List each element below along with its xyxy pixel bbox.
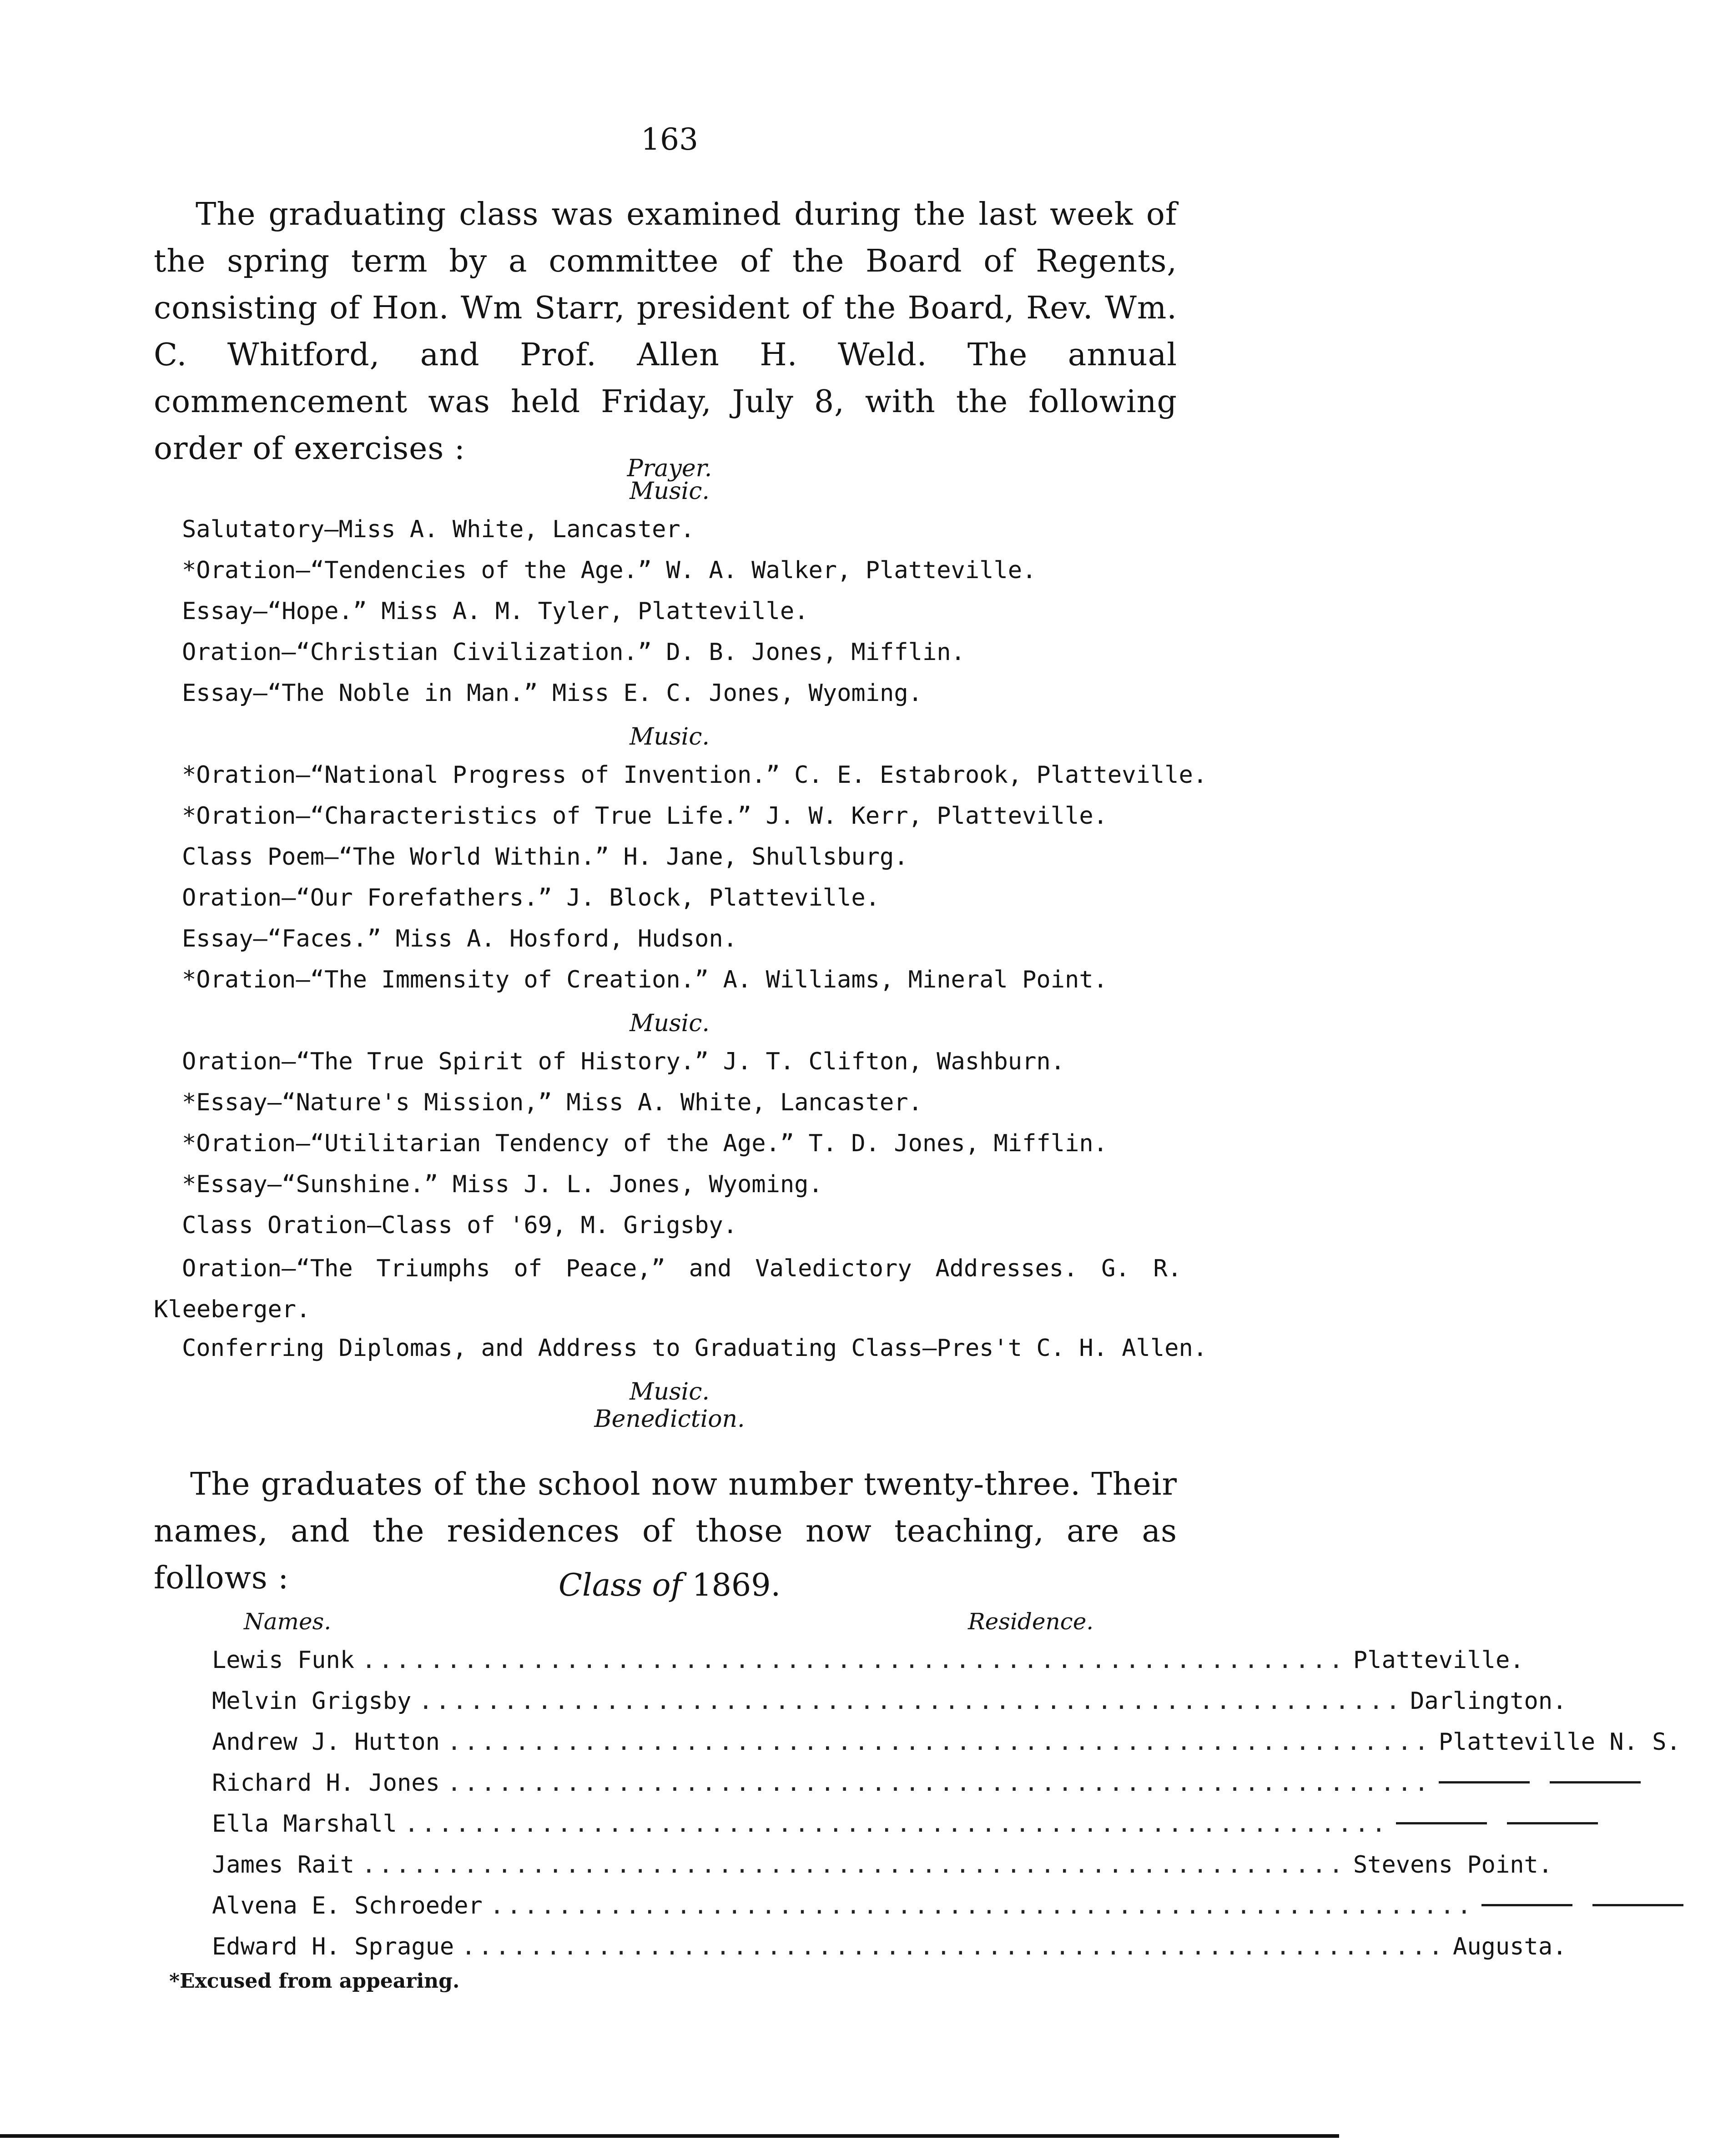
program-item: *Oration—“Utilitarian Tendency of the Age.” T. D. Jones, Mifflin. xyxy=(182,1130,1108,1157)
dot-leader: .......................................................... xyxy=(362,1647,1346,1674)
program-music-interlude: Music. xyxy=(630,723,710,751)
program-item: Essay—“Faces.” Miss A. Hosford, Hudson. xyxy=(182,925,737,952)
program-music-heading: Music. xyxy=(630,478,710,505)
program-item: *Oration—“The Immensity of Creation.” A. Williams, Mineral Point. xyxy=(182,966,1108,993)
program-item: Oration—“Christian Civilization.” D. B. Jones, Mifflin. xyxy=(182,639,965,666)
table-row xyxy=(212,1851,1553,1879)
footnote: *Excused from appearing. xyxy=(169,1970,460,1993)
program-item: Oration—“Our Forefathers.” J. Block, Platteville. xyxy=(182,884,880,912)
class-heading-prefix: Class xyxy=(558,1567,643,1603)
intro-paragraph: The graduating class was examined during the last week of the spring term by a committee of the Board of Regents, consisting of Hon. Wm Starr, president of the Board, Rev. Wm. C. Whitford, and Prof. Allen H. Weld. The annual commencement was held Friday, July 8, with the following order of exercises : xyxy=(154,196,1177,467)
dot-leader: .......................................................... xyxy=(447,1769,1431,1797)
program-item: Salutatory—Miss A. White, Lancaster. xyxy=(182,516,695,543)
program-benediction: Benediction. xyxy=(594,1405,745,1433)
program-item: *Essay—“Sunshine.” Miss J. L. Jones, Wyoming. xyxy=(182,1171,823,1198)
graduates-paragraph: The graduates of the school now number twenty-three. Their names, and the residences of those now teaching, are as follows : xyxy=(154,1466,1177,1596)
graduate-name: Edward H. Sprague xyxy=(212,1933,454,1960)
graduate-residence: Platteville. xyxy=(1353,1647,1524,1674)
dot-leader: .......................................................... xyxy=(362,1851,1346,1879)
residence-column-header: Residence. xyxy=(968,1608,1094,1635)
program-item: Essay—“Hope.” Miss A. M. Tyler, Platteville. xyxy=(182,598,809,625)
table-row xyxy=(212,1688,1567,1715)
graduate-residence: Stevens Point. xyxy=(1353,1851,1553,1879)
class-heading xyxy=(0,1567,1339,1603)
program-item: Oration—“The Triumphs of Peace,” and Valedictory Addresses. G. R. Kleeberger. xyxy=(154,1255,1182,1323)
program-item: *Oration—“Tendencies of the Age.” W. A. Walker, Platteville. xyxy=(182,557,1037,584)
dot-leader: .......................................................... xyxy=(461,1933,1446,1960)
program-item: Conferring Diplomas, and Address to Graduating Class—Pres't C. H. Allen. xyxy=(182,1335,1208,1362)
blank-line xyxy=(1439,1781,1530,1783)
graduate-name: Ella Marshall xyxy=(212,1810,397,1838)
graduate-name: Richard H. Jones xyxy=(212,1769,440,1797)
blank-line xyxy=(1550,1781,1641,1783)
graduate-residence-blank xyxy=(1481,1892,1718,1919)
dot-leader: .......................................................... xyxy=(404,1810,1389,1838)
program-music-closing: Music. xyxy=(630,1378,710,1405)
table-row xyxy=(212,1892,1474,1919)
graduate-name: James Rait xyxy=(212,1851,355,1879)
class-heading-of: of xyxy=(652,1567,682,1603)
program-item: *Oration—“Characteristics of True Life.” J. W. Kerr, Platteville. xyxy=(182,802,1108,830)
program-item: Oration—“The True Spirit of History.” J. T. Clifton, Washburn. xyxy=(182,1048,1065,1075)
table-row xyxy=(212,1933,1567,1960)
program-prayer: Prayer. xyxy=(627,455,712,482)
table-row xyxy=(212,1810,1389,1838)
graduate-residence-blank xyxy=(1439,1769,1675,1797)
dot-leader: .......................................................... xyxy=(447,1728,1431,1756)
table-row xyxy=(212,1647,1524,1674)
graduate-residence-blank xyxy=(1396,1810,1632,1838)
page-number: 163 xyxy=(641,122,698,157)
graduate-residence: Platteville N. S. xyxy=(1438,1728,1681,1756)
program-item: Class Oration—Class of '69, M. Grigsby. xyxy=(182,1212,737,1239)
class-heading-year: 1869. xyxy=(692,1567,781,1603)
graduate-name: Andrew J. Hutton xyxy=(212,1728,440,1756)
names-column-header: Names. xyxy=(244,1608,332,1635)
program-item: Essay—“The Noble in Man.” Miss E. C. Jones, Wyoming. xyxy=(182,680,922,707)
table-row xyxy=(212,1769,1431,1797)
graduate-name: Alvena E. Schroeder xyxy=(212,1892,483,1919)
graduate-residence: Augusta. xyxy=(1453,1933,1567,1960)
blank-line xyxy=(1592,1904,1683,1906)
blank-line xyxy=(1396,1822,1487,1824)
program-item: *Essay—“Nature's Mission,” Miss A. White, Lancaster. xyxy=(182,1089,922,1116)
table-row xyxy=(212,1728,1681,1756)
program-music-interlude: Music. xyxy=(630,1010,710,1037)
graduate-name: Melvin Grigsby xyxy=(212,1688,412,1715)
dot-leader: .......................................................... xyxy=(489,1892,1474,1919)
graduate-residence: Darlington. xyxy=(1410,1688,1567,1715)
dot-leader: .......................................................... xyxy=(418,1688,1403,1715)
blank-line xyxy=(1507,1822,1598,1824)
program-item: *Oration—“National Progress of Invention.” C. E. Estabrook, Platteville. xyxy=(182,761,1208,789)
blank-line xyxy=(1481,1904,1572,1906)
program-item: Class Poem—“The World Within.” H. Jane, Shullsburg. xyxy=(182,843,908,871)
bottom-border xyxy=(0,2134,1339,2138)
graduate-name: Lewis Funk xyxy=(212,1647,355,1674)
